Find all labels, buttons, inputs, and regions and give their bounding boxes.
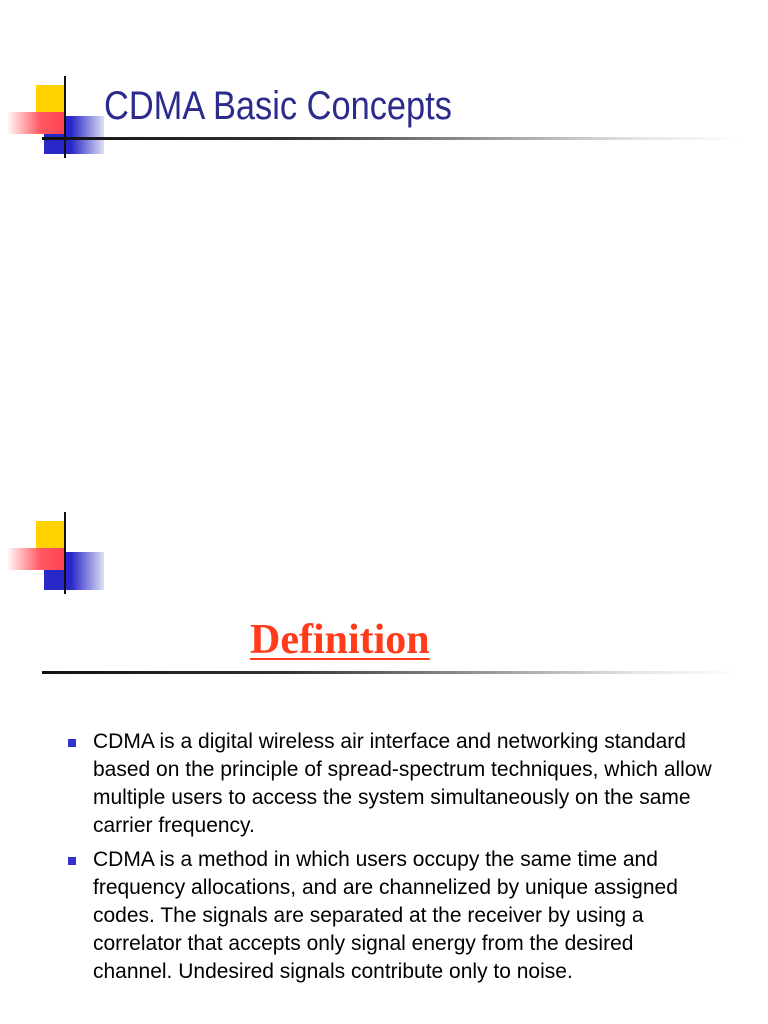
slide-2 <box>0 512 768 1024</box>
deco-vertical-line <box>64 512 66 594</box>
deco-red-bar <box>8 548 66 570</box>
bullet-list <box>66 728 716 992</box>
bullet-text: CDMA is a method in which users occupy the same time and frequency allocations, and are channelized by unique assigned codes. The signals are separated at the receiver by using a correlator that accepts only signal energy from the desired channel. Undesired signals contribute only to noise. <box>93 848 678 983</box>
square-bullet-icon <box>68 857 76 865</box>
title-underline-rule <box>42 671 742 674</box>
bullet-item <box>66 846 716 986</box>
title-underline-rule <box>42 137 742 140</box>
square-bullet-icon <box>68 739 76 747</box>
bullet-text: CDMA is a digital wireless air interface and networking standard based on the principle of spread-spectrum techniques, which allow multiple users to access the system simultaneously on the same carrier frequency. <box>93 730 712 837</box>
title-decoration-graphic <box>0 0 110 170</box>
bullet-item <box>66 728 716 840</box>
slide-title: CDMA Basic Concepts <box>104 84 452 128</box>
deco-vertical-line <box>64 76 66 158</box>
title-decoration-graphic <box>0 512 110 606</box>
deco-yellow-square <box>36 85 64 115</box>
slide-title: Definition <box>250 617 430 663</box>
deco-red-bar <box>8 112 66 134</box>
deco-yellow-square <box>36 521 64 551</box>
